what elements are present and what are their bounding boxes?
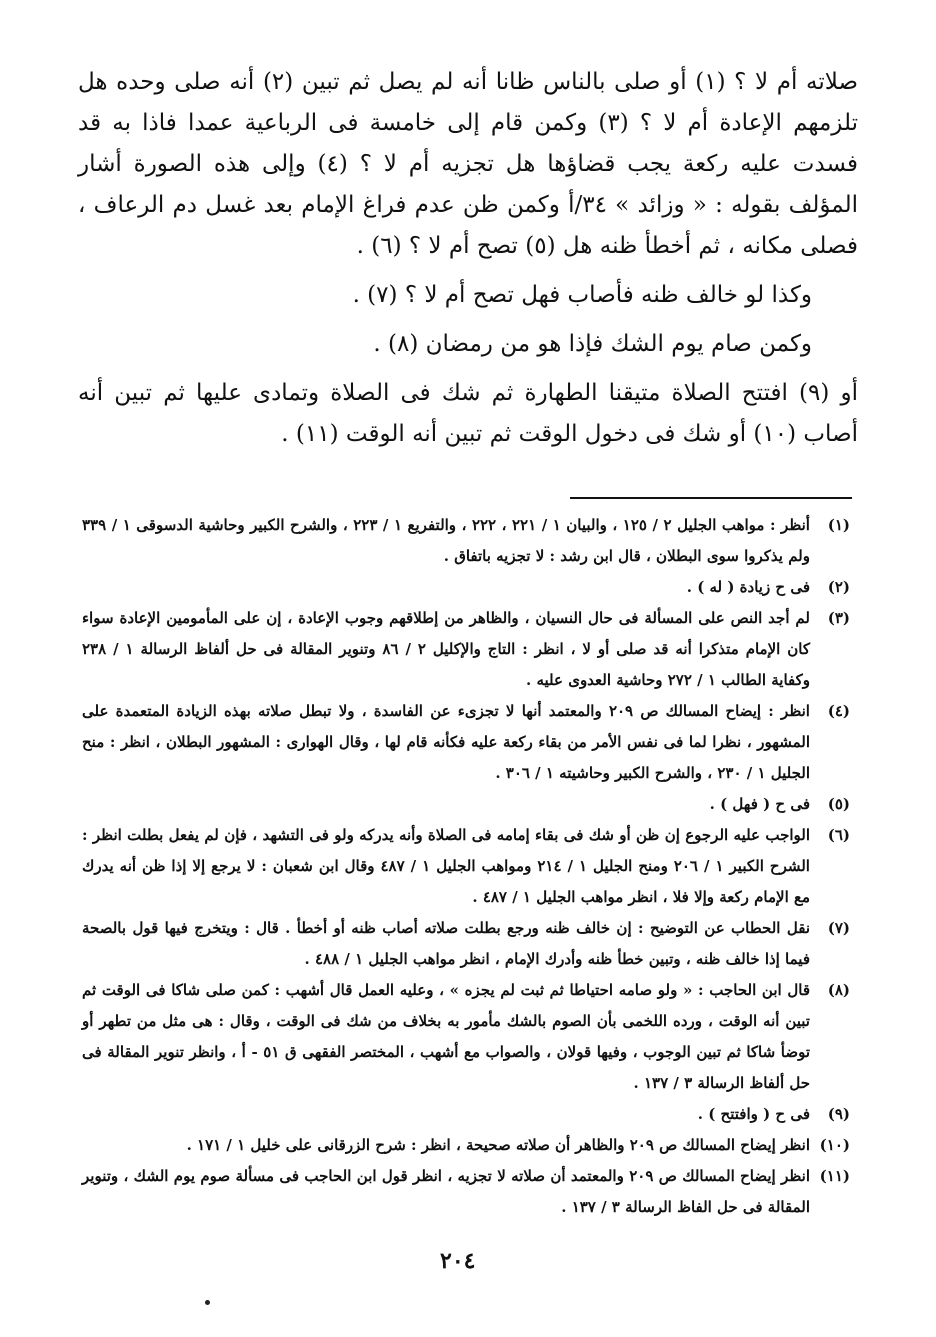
footnote-text: الواجب عليه الرجوع إن ظن أو شك فى بقاء إمامه فى الصلاة وأنه يدركه ولو فى التشهد ، فإن لم يفعل بطلت انظر : الشرح الكبير ١ / ٢٠٦ ومنح الجليل ١ / ٢١٤ ومواهب الجليل ١ / ٤٨٧ وقال ابن شعبان : لا يرجع إلا إذا ظن أنه يدرك مع الإمام ركعة وإلا فلا ، انظر مواهب الجليل ١ / ٤٨٧ .	[82, 826, 810, 906]
footnote	[82, 1130, 850, 1161]
footnote-text: نقل الحطاب عن التوضيح : إن خالف ظنه ورجع بطلت صلاته أصاب ظنه أو أخطأ . قال : ويتخرج فيها قول بالصحة فيما إذا خالف ظنه ، وتبين خطأ ظنه وأدرك الإمام ، انظر مواهب الجليل ١ / ٤٨٨ .	[82, 919, 810, 968]
footnote-text: قال ابن الحاجب : « ولو صامه احتياطا ثم ثبت لم يجزه » ، وعليه العمل قال أشهب : كمن صلى شاكا فى الوقت ثم تبين أنه الوقت ، ورده اللخمى بأن الصوم بالشك مأمور به بخلاف من شك فى الوقت ، وقال : هى مثل من تطهر أو توضأ شاكا ثم تبين الوجوب ، وفيها قولان ، والصواب مع أشهب ، المختصر الفقهى ق ٥١ - أ ، وانظر تنوير المقالة فى حل ألفاظ الرسالة ٣ / ١٣٧ .	[82, 981, 810, 1092]
footnote	[82, 603, 850, 696]
footnote-text: فى ح ( فهل ) .	[709, 795, 810, 813]
footnote	[82, 789, 850, 820]
footnote-divider	[570, 497, 852, 499]
footnote-number: (١٠)	[819, 1136, 850, 1154]
footnote-number: (٧)	[827, 919, 850, 937]
footnote	[82, 1099, 850, 1130]
footnote	[82, 975, 850, 1099]
footnote-number: (٥)	[827, 795, 850, 813]
page-number: ٢٠٤	[440, 1248, 476, 1274]
paragraph: وكمن صام يوم الشك فإذا هو من رمضان (٨) .	[373, 331, 812, 357]
footnote-number: (٨)	[827, 981, 850, 999]
footnote-text: انظر إيضاح المسالك ص ٢٠٩ والظاهر أن صلاته صحيحة ، انظر : شرح الزرقانى على خليل ١ / ١٧١ .	[186, 1136, 810, 1154]
footnote-text: فى ح ( وافتتح ) .	[697, 1105, 810, 1123]
footnote-number: (٤)	[827, 702, 850, 720]
scan-speck	[205, 1300, 210, 1305]
paragraph: وكذا لو خالف ظنه فأصاب فهل تصح أم لا ؟ (٧) .	[352, 282, 812, 308]
footnote	[82, 696, 850, 789]
footnote	[82, 820, 850, 913]
footnote-number: (١)	[827, 516, 850, 534]
footnote	[82, 913, 850, 975]
footnote-number: (٢)	[827, 578, 850, 596]
footnotes	[82, 510, 850, 1223]
footnote-number: (٩)	[827, 1105, 850, 1123]
footnote-text: فى ح زيادة ( له ) .	[686, 578, 810, 596]
footnote-text: انظر : إيضاح المسالك ص ٢٠٩ والمعتمد أنها لا تجزىء عن الفاسدة ، ولا تبطل صلاته بهذه الزيادة المتعمدة على المشهور ، نظرا لما فى نفس الأمر من بقاء ركعة عليه فكأنه قام لها ، وقال الهوارى : المشهور البطلان ، انظر : منح الجليل ١ / ٢٣٠ ، والشرح الكبير وحاشيته ١ / ٣٠٦ .	[82, 702, 810, 782]
footnote	[82, 1161, 850, 1223]
footnote-text: أنظر : مواهب الجليل ٢ / ١٢٥ ، والبيان ١ / ٢٢١ ، ٢٢٢ ، والتفريع ١ / ٢٢٣ ، والشرح الكبير وحاشية الدسوقى ١ / ٣٣٩ ولم يذكروا سوى البطلان ، قال ابن رشد : لا تجزيه باتفاق .	[82, 516, 810, 565]
paragraph: أو (٩) افتتح الصلاة متيقنا الطهارة ثم شك فى الصلاة وتمادى عليها ثم تبين أنه أصاب (١٠) أو شك فى دخول الوقت ثم تبين أنه الوقت (١١) .	[78, 380, 858, 447]
footnote-number: (١١)	[819, 1167, 850, 1185]
footnote-number: (٦)	[827, 826, 850, 844]
footnote-number: (٣)	[827, 609, 850, 627]
footnote	[82, 510, 850, 572]
footnote	[82, 572, 850, 603]
main-text	[78, 62, 858, 455]
paragraph: صلاته أم لا ؟ (١) أو صلى بالناس ظانا أنه لم يصل ثم تبين (٢) أنه صلى وحده هل تلزمهم الإعادة أم لا ؟ (٣) وكمن قام إلى خامسة فى الرباعية عمدا فاذا به قد فسدت عليه ركعة يجب قضاؤها هل تجزيه أم لا ؟ (٤) وإلى هذه الصورة أشار المؤلف بقوله : « وزائد » ٣٤/أ وكمن ظن عدم فراغ الإمام بعد غسل دم الرعاف ، فصلى مكانه ، ثم أخطأ ظنه هل (٥) تصح أم لا ؟ (٦) .	[78, 69, 859, 259]
footnote-text: انظر إيضاح المسالك ص ٢٠٩ والمعتمد أن صلاته لا تجزيه ، انظر قول ابن الحاجب فى مسألة صوم يوم الشك ، وتنوير المقالة فى حل الفاظ الرسالة ٣ / ١٣٧ .	[82, 1167, 810, 1216]
footnote-text: لم أجد النص على المسألة فى حال النسيان ، والظاهر من إطلاقهم وجوب الإعادة ، إن على المأمومين الإعادة سواء كان الإمام متذكرا أنه قد صلى أو لا ، انظر : التاج والإكليل ٢ / ٨٦ وتنوير المقالة فى حل ألفاظ الرسالة ١ / ٢٣٨ وكفاية الطالب ١ / ٢٧٢ وحاشية العدوى عليه .	[82, 609, 810, 689]
